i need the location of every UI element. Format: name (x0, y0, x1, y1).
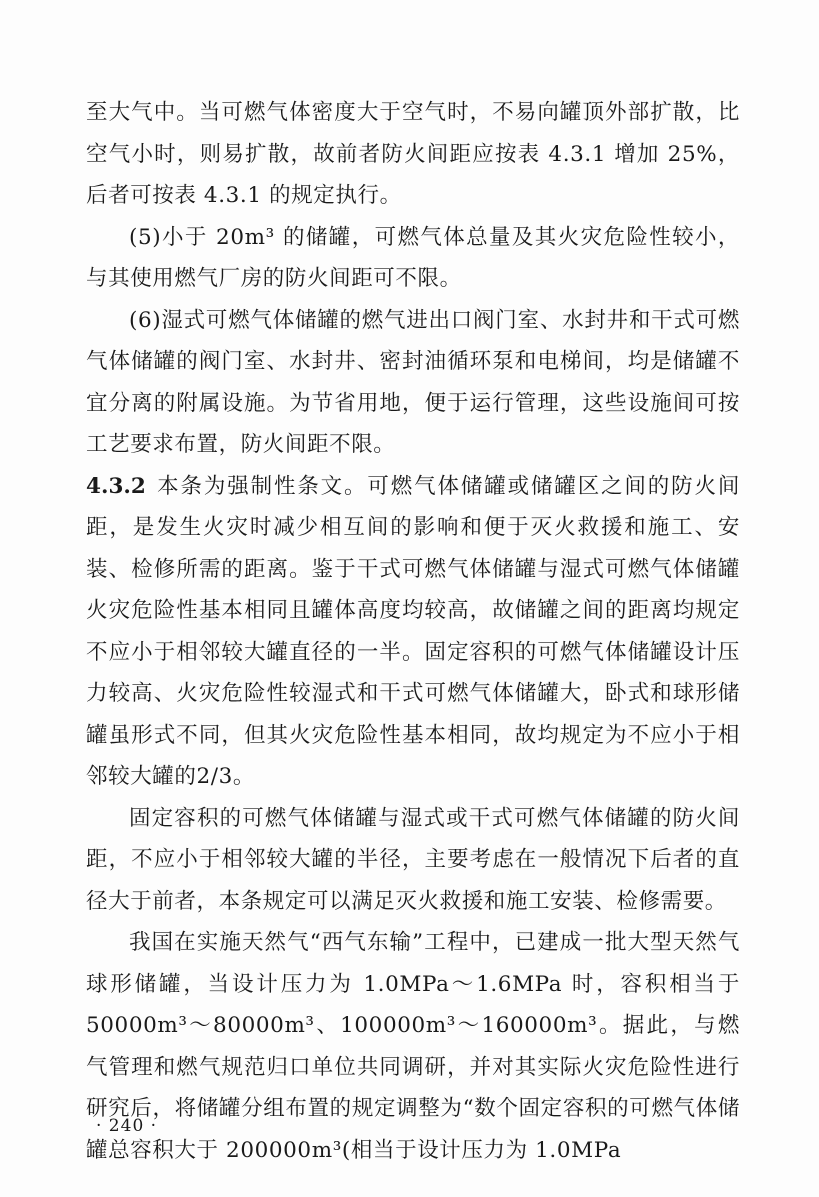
paragraph-6: 我国在实施天然气“西气东输”工程中，已建成一批大型天然气球形储罐，当设计压力为 1.0MPa～1.6MPa 时，容积相当于 50000m³～80000m³、100000m³～160000m³。据此，与燃气管理和燃气规范归口单位共同调研，并对其实际火灾危险性进行研究后，将储罐分组布置的规定调整为“数个固定容积的可燃气体储罐总容积大于 200000m³(相当于设计压力为 1.0MPa (86, 930, 740, 1163)
clause-number: 4.3.2 (86, 473, 146, 499)
paragraph-4: 4.3.2 本条为强制性条文。可燃气体储罐或储罐区之间的防火间距，是发生火灾时减少相互间的影响和便于灭火救援和施工、安装、检修所需的距离。鉴于干式可燃气体储罐与湿式可燃气体储罐火灾危险性基本相同且罐体高度均较高，故储罐之间的距离均规定不应小于相邻较大罐直径的一半。固定容积的可燃气体储罐设计压力较高、火灾危险性较湿式和干式可燃气体储罐大，卧式和球形储罐虽形式不同，但其火灾危险性基本相同，故均规定为不应小于相邻较大罐的2/3。 (86, 473, 740, 789)
paragraph-5: 固定容积的可燃气体储罐与湿式或干式可燃气体储罐的防火间距，不应小于相邻较大罐的半径，主要考虑在一般情况下后者的直径大于前者，本条规定可以满足灭火救援和施工安装、检修需要。 (86, 805, 740, 914)
paragraph-2: (5)小于 20m³ 的储罐，可燃气体总量及其火灾危险性较小，与其使用燃气厂房的防火间距可不限。 (86, 224, 740, 291)
page-number: · 240 · (96, 1116, 158, 1136)
paragraph-1: 至大气中。当可燃气体密度大于空气时，不易向罐顶外部扩散，比空气小时，则易扩散，故前者防火间距应按表 4.3.1 增加 25%，后者可按表 4.3.1 的规定执行。 (86, 100, 740, 208)
paragraph-3: (6)湿式可燃气体储罐的燃气进出口阀门室、水封井和干式可燃气体储罐的阀门室、水封井、密封油循环泵和电梯间，均是储罐不宜分离的附属设施。为节省用地，便于运行管理，这些设施间可按工艺要求布置，防火间距不限。 (86, 307, 740, 457)
body-text (86, 92, 740, 1171)
